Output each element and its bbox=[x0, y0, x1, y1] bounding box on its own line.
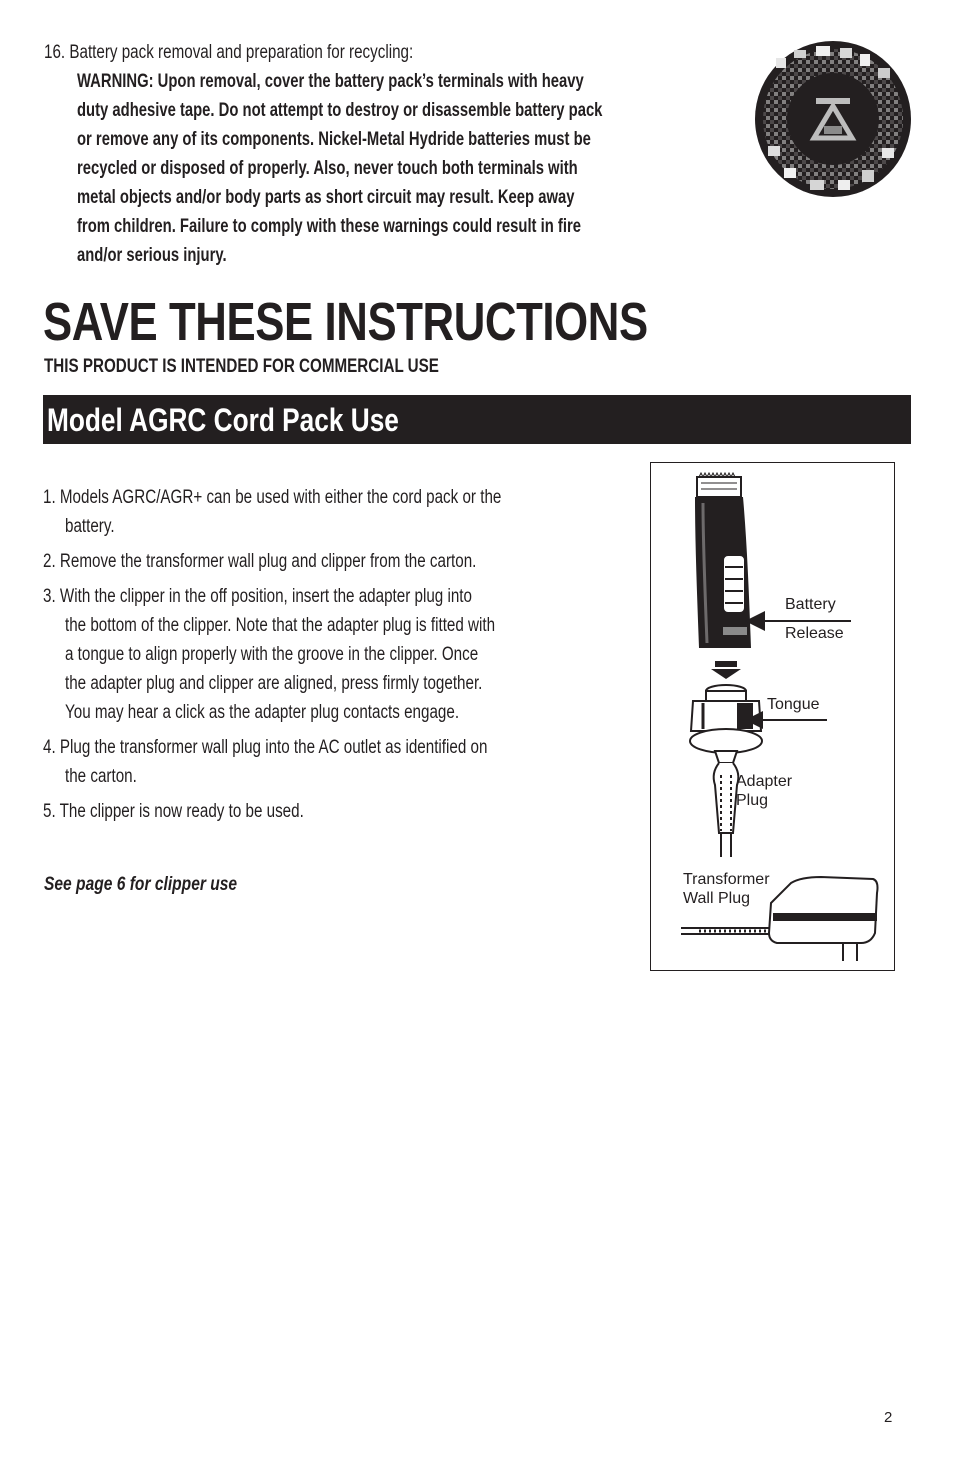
warning-line: duty adhesive tape. Do not attempt to destroy or disassemble battery pack bbox=[77, 100, 603, 121]
list-item: 3. With the clipper in the off position, insert the adapter plug into the bottom of the clipper. Note that the adapter plug is fitted with a tongue to align properly with the groove in the clipper. Once the adapter plug and clipper are aligned, press firmly together. You may hear a click as the adapter plug contacts engage. bbox=[43, 586, 496, 723]
warning-line: or remove any of its components. Nickel-Metal Hydride batteries must be bbox=[77, 129, 591, 150]
section-header-bar bbox=[43, 395, 911, 444]
clipper-blade-icon bbox=[697, 473, 741, 497]
adapter-cord-icon bbox=[714, 763, 739, 857]
list-item: 4. Plug the transformer wall plug into the AC outlet as identified on the carton. bbox=[43, 737, 488, 787]
recycling-seal-icon bbox=[754, 40, 912, 198]
plug-label: Plug bbox=[736, 792, 769, 809]
down-arrow-icon bbox=[711, 661, 741, 679]
warning-line: from children. Failure to comply with these warnings could result in fire bbox=[77, 216, 581, 237]
wall-plug-label: Wall Plug bbox=[683, 890, 750, 907]
section-16-heading: 16. Battery pack removal and preparation for recycling: bbox=[44, 42, 414, 63]
warning-line: WARNING: Upon removal, cover the battery pack’s terminals with heavy bbox=[77, 71, 584, 92]
commercial-use-notice: THIS PRODUCT IS INTENDED FOR COMMERCIAL USE bbox=[44, 356, 439, 377]
clipper-body-icon bbox=[695, 497, 751, 648]
instruction-steps bbox=[43, 483, 643, 832]
battery-label: Battery bbox=[785, 596, 836, 613]
transformer-label: Transformer bbox=[683, 871, 770, 888]
page-number: 2 bbox=[884, 1409, 893, 1426]
battery-recycling-section bbox=[44, 38, 744, 270]
section-title: Model AGRC Cord Pack Use bbox=[47, 402, 399, 438]
warning-line: metal objects and/or body parts as short circuit may result. Keep away bbox=[77, 187, 575, 208]
save-instructions-title: SAVE THESE INSTRUCTIONS bbox=[43, 292, 648, 352]
adapter-label: Adapter bbox=[736, 773, 793, 790]
warning-line: recycled or disposed of properly. Also, never touch both terminals with bbox=[77, 158, 578, 179]
warning-line: and/or serious injury. bbox=[77, 245, 227, 266]
list-item: 5. The clipper is now ready to be used. bbox=[43, 801, 304, 822]
cord-pack-diagram bbox=[650, 462, 895, 971]
list-item: 1. Models AGRC/AGR+ can be used with either the cord pack or the battery. bbox=[43, 487, 502, 537]
adapter-plug-icon bbox=[690, 685, 762, 763]
release-label: Release bbox=[785, 625, 844, 642]
see-page-note: See page 6 for clipper use bbox=[44, 874, 238, 895]
tongue-label: Tongue bbox=[767, 696, 820, 713]
list-item: 2. Remove the transformer wall plug and clipper from the carton. bbox=[43, 551, 477, 572]
